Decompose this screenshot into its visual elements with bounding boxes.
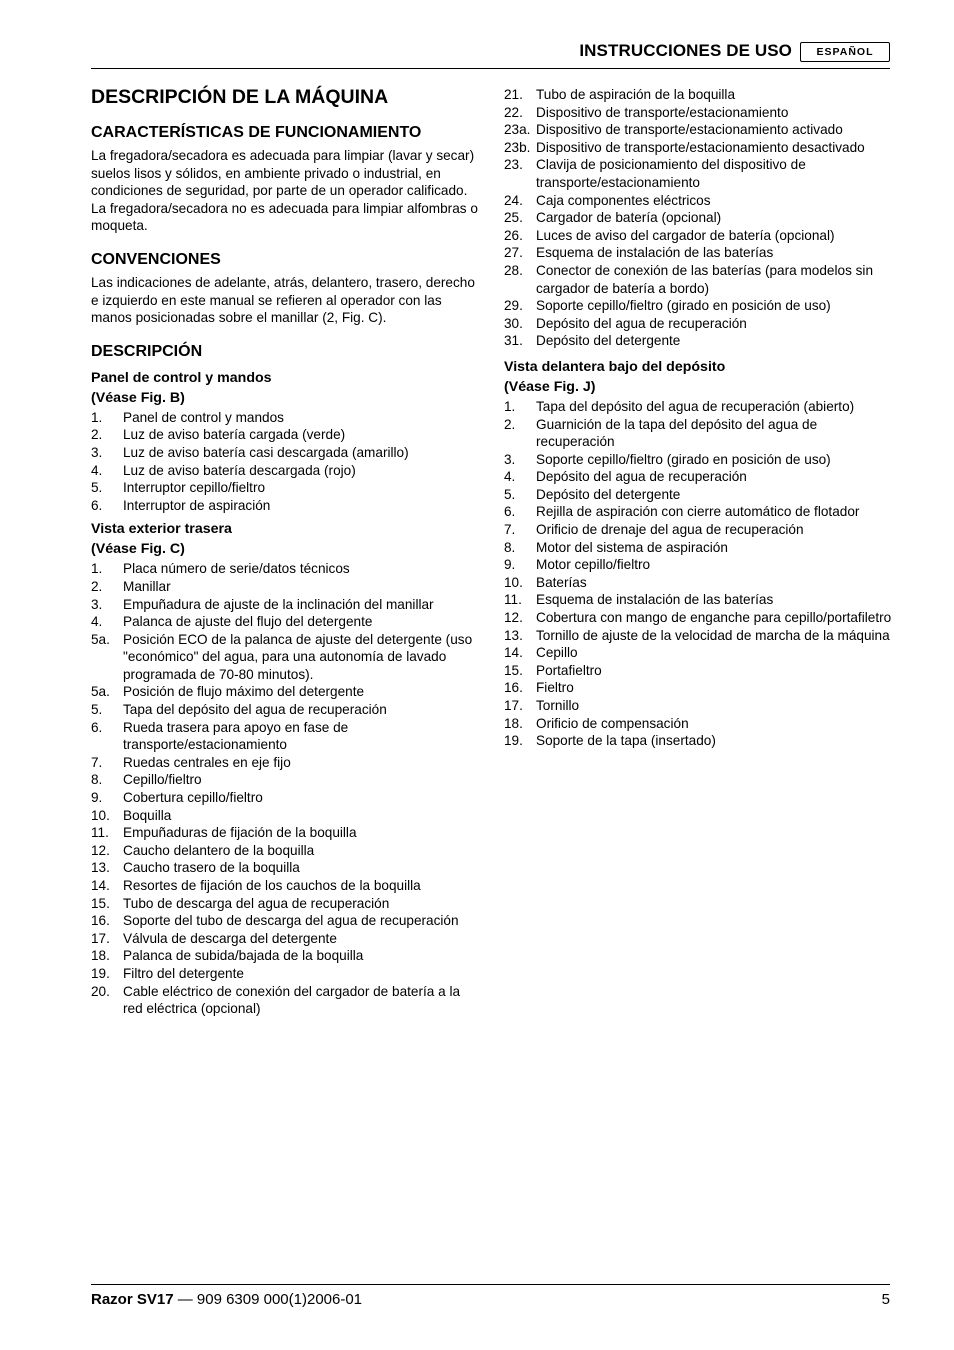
list-item [91, 824, 483, 842]
list-item-number: 23a. [504, 122, 531, 138]
list-item-text: Depósito del agua de recuperación [536, 469, 747, 485]
list-item [504, 416, 894, 451]
list-item [504, 732, 894, 750]
list-item-text: Orificio de compensación [536, 715, 689, 731]
list-item [504, 503, 894, 521]
list-item-number: 6. [91, 719, 103, 735]
list-item-text: Luces de aviso del cargador de batería (opcional) [536, 227, 835, 243]
list-item-text: Cargador de batería (opcional) [536, 210, 722, 226]
list-item-number: 17. [504, 698, 523, 713]
front-view-list [504, 398, 894, 750]
list-item-number: 12. [504, 610, 523, 626]
list-item-text: Cobertura con mango de enganche para cepillo/portafiletro [536, 610, 892, 626]
list-item [504, 398, 894, 416]
list-item [504, 262, 894, 297]
list-item [504, 662, 894, 680]
list-item-number: 2. [91, 427, 103, 443]
list-item-number: 16. [504, 680, 523, 696]
header-title: INSTRUCCIONES DE USO [579, 41, 792, 60]
list-item-text: Luz de aviso batería cargada (verde) [123, 427, 346, 443]
list-item-number: 30. [504, 315, 523, 331]
list-item-number: 8. [91, 772, 103, 788]
list-item-text: Ruedas centrales en eje fijo [123, 754, 291, 770]
list-item-text: Cepillo [536, 645, 578, 661]
list-item [91, 444, 483, 462]
list-item-text: Panel de control y mandos [123, 409, 284, 425]
list-item-text: Interruptor de aspiración [123, 497, 271, 513]
list-item [504, 244, 894, 262]
list-item-text: Empuñadura de ajuste de la inclinación del manillar [123, 596, 434, 612]
list-item-number: 7. [504, 522, 516, 538]
list-item [91, 497, 483, 515]
list-item-number: 22. [504, 104, 523, 120]
list-item-number: 31. [504, 333, 523, 349]
list-item [91, 596, 483, 614]
list-item-text: Caucho delantero de la boquilla [123, 842, 315, 858]
rear-view-list-continued [504, 86, 894, 350]
list-item-text: Luz de aviso batería descargada (rojo) [123, 462, 356, 478]
list-item-text: Posición de flujo máximo del detergente [123, 684, 365, 700]
list-item-text: Soporte cepillo/fieltro (girado en posición de uso) [536, 298, 831, 314]
list-item-number: 17. [91, 930, 110, 946]
description-section [91, 343, 483, 1018]
right-column [504, 86, 894, 756]
list-item-number: 8. [504, 539, 516, 555]
list-item-text: Cable eléctrico de conexión del cargador de batería a la red eléctrica (opcional) [123, 983, 461, 1017]
list-item-text: Tubo de descarga del agua de recuperación [123, 895, 390, 911]
list-item-number: 11. [91, 825, 109, 841]
list-item-text: Soporte del tubo de descarga del agua de recuperación [123, 913, 459, 929]
list-item-number: 2. [504, 416, 516, 432]
list-item-number: 5. [91, 480, 103, 496]
list-item-text: Interruptor cepillo/fieltro [123, 480, 266, 496]
list-item [504, 209, 894, 227]
list-item-number: 23b. [504, 139, 531, 155]
list-item [91, 683, 483, 701]
list-item-number: 6. [504, 504, 516, 520]
list-item [91, 965, 483, 983]
list-item-number: 19. [91, 965, 110, 981]
list-item [91, 701, 483, 719]
list-item-number: 15. [504, 662, 523, 678]
list-item [504, 139, 894, 157]
list-item [91, 842, 483, 860]
list-item [504, 156, 894, 191]
page-title: DESCRIPCIÓN DE LA MÁQUINA [91, 86, 389, 108]
list-item [504, 451, 894, 469]
rear-view-list [91, 560, 483, 1017]
list-item-number: 12. [91, 842, 110, 858]
list-item-number: 9. [91, 790, 103, 806]
list-item-text: Cepillo/fieltro [123, 772, 202, 788]
list-item [504, 591, 894, 609]
page-footer [91, 1284, 890, 1308]
list-item-number: 13. [91, 860, 110, 876]
list-item-text: Luz de aviso batería casi descargada (amarillo) [123, 444, 409, 460]
list-item [504, 192, 894, 210]
list-item-number: 4. [91, 462, 103, 478]
list-item-text: Esquema de instalación de las baterías [536, 245, 774, 261]
list-item [91, 877, 483, 895]
list-item-text: Tornillo de ajuste de la velocidad de marcha de la máquina [536, 627, 890, 643]
list-item-number: 29. [504, 298, 523, 314]
list-item [91, 409, 483, 427]
list-item [91, 895, 483, 913]
list-item-number: 20. [91, 983, 110, 999]
list-item [91, 479, 483, 497]
list-item [504, 486, 894, 504]
list-item [91, 578, 483, 596]
list-item [504, 297, 894, 315]
list-item [504, 556, 894, 574]
list-item-number: 11. [504, 592, 522, 608]
list-item [91, 613, 483, 631]
list-item [91, 462, 483, 480]
list-item [504, 86, 894, 104]
rear-view-figure-ref: (Véase Fig. C) [91, 541, 185, 558]
list-item-text: Palanca de ajuste del flujo del detergente [123, 614, 373, 630]
list-item-number: 14. [91, 878, 110, 893]
list-item-number: 9. [504, 557, 516, 573]
list-item-number: 23. [504, 157, 523, 173]
list-item [504, 644, 894, 662]
list-item-number: 1. [91, 409, 103, 425]
list-item [504, 121, 894, 139]
list-item [91, 947, 483, 965]
list-item-number: 13. [504, 627, 523, 643]
control-panel-figure-ref: (Véase Fig. B) [91, 389, 185, 406]
front-view-subsection [504, 358, 894, 750]
list-item [91, 771, 483, 789]
list-item-number: 14. [504, 645, 523, 661]
list-item [504, 332, 894, 350]
list-item [504, 679, 894, 697]
list-item-number: 24. [504, 192, 523, 208]
list-item-text: Caucho trasero de la boquilla [123, 860, 300, 876]
language-badge: ESPAÑOL [800, 42, 890, 62]
list-item-text: Esquema de instalación de las baterías [536, 592, 774, 608]
list-item [91, 807, 483, 825]
list-item-number: 1. [91, 561, 103, 577]
list-item-number: 1. [504, 398, 516, 414]
list-item [504, 104, 894, 122]
list-item-text: Rejilla de aspiración con cierre automático de flotador [536, 504, 860, 520]
list-item-text: Dispositivo de transporte/estacionamiento desactivado [536, 139, 865, 155]
list-item [504, 315, 894, 333]
list-item [91, 789, 483, 807]
list-item-number: 6. [91, 497, 103, 513]
list-item-text: Filtro del detergente [123, 965, 244, 981]
list-item-text: Guarnición de la tapa del depósito del agua de recuperación [536, 416, 818, 450]
features-paragraph-1: La fregadora/secadora es adecuada para limpiar (lavar y secar) suelos lisos y sólidos, en ambiente privado o industrial, en condiciones de seguridad, por parte de un operador calificado. [91, 148, 475, 199]
list-item [504, 227, 894, 245]
list-item-text: Baterías [536, 574, 587, 590]
list-item [504, 574, 894, 592]
list-item-number: 3. [504, 451, 516, 467]
list-item-text: Tornillo [536, 698, 580, 713]
footer-doc-number: — 909 6309 000(1)2006-01 [173, 1291, 363, 1308]
list-item-text: Motor cepillo/fieltro [536, 557, 651, 573]
list-item-number: 3. [91, 444, 103, 460]
list-item-text: Fieltro [536, 680, 574, 696]
control-panel-list [91, 409, 483, 515]
front-view-figure-ref: (Véase Fig. J) [504, 378, 596, 395]
list-item-text: Posición ECO de la palanca de ajuste del detergente (uso "económico" del agua, para una autonomía de lavado programada de 70-80 minutos). [123, 631, 473, 682]
list-item-text: Tubo de aspiración de la boquilla [536, 87, 736, 102]
list-item-text: Conector de conexión de las baterías (para modelos sin cargador de batería a bordo) [536, 262, 874, 296]
list-item-number: 5a. [91, 684, 110, 700]
list-item-text: Cobertura cepillo/fieltro [123, 790, 263, 806]
list-item [504, 468, 894, 486]
list-item-number: 10. [504, 574, 523, 590]
list-item-number: 16. [91, 913, 110, 929]
list-item [91, 912, 483, 930]
list-item-number: 18. [91, 948, 110, 964]
page-header [91, 38, 890, 69]
list-item [91, 631, 483, 684]
list-item [504, 609, 894, 627]
list-item-number: 5. [504, 486, 516, 502]
list-item [91, 983, 483, 1018]
list-item-text: Tapa del depósito del agua de recuperación (abierto) [536, 398, 855, 414]
list-item [504, 715, 894, 733]
conventions-paragraph: Las indicaciones de adelante, atrás, delantero, trasero, derecho e izquierdo en este manual se refieren al operador con las manos posicionadas sobre el manillar (2, Fig. C). [91, 274, 475, 326]
list-item-text: Portafieltro [536, 662, 602, 678]
list-item-text: Caja componentes eléctricos [536, 192, 711, 208]
list-item-text: Válvula de descarga del detergente [123, 930, 337, 946]
list-item [504, 521, 894, 539]
list-item-number: 21. [504, 87, 523, 102]
rear-view-subsection [91, 520, 483, 1017]
footer-model: Razor SV17 [91, 1291, 174, 1308]
list-item [91, 930, 483, 948]
list-item-number: 25. [504, 210, 523, 226]
list-item-number: 5a. [91, 631, 110, 647]
list-item-text: Resortes de fijación de los cauchos de la boquilla [123, 878, 421, 893]
list-item-text: Rueda trasera para apoyo en fase de transporte/estacionamiento [123, 719, 349, 753]
conventions-section [91, 251, 483, 327]
list-item-text: Tapa del depósito del agua de recuperación [123, 702, 387, 718]
list-item-text: Dispositivo de transporte/estacionamiento activado [536, 122, 843, 138]
list-item-text: Clavija de posicionamiento del dispositivo de transporte/estacionamiento [536, 157, 806, 190]
list-item-number: 28. [504, 262, 523, 278]
list-item-text: Depósito del detergente [536, 333, 681, 349]
list-item-number: 26. [504, 227, 523, 243]
features-heading: CARACTERÍSTICAS DE FUNCIONAMIENTO [91, 124, 422, 141]
list-item-text: Dispositivo de transporte/estacionamiento [536, 104, 789, 120]
list-item-number: 7. [91, 754, 103, 770]
list-item-number: 2. [91, 578, 103, 594]
list-item-number: 10. [91, 807, 110, 823]
list-item-number: 19. [504, 733, 523, 749]
list-item-number: 3. [91, 596, 103, 612]
list-item [91, 560, 483, 578]
list-item [91, 754, 483, 772]
list-item [91, 859, 483, 877]
list-item-text: Depósito del detergente [536, 486, 681, 502]
list-item [504, 539, 894, 557]
left-column [91, 86, 483, 1024]
list-item-text: Placa número de serie/datos técnicos [123, 561, 350, 577]
list-item [504, 627, 894, 645]
features-paragraph-2: La fregadora/secadora no es adecuada para limpiar alfombras o moqueta. [91, 200, 478, 234]
list-item-text: Motor del sistema de aspiración [536, 539, 728, 555]
list-item-number: 15. [91, 895, 110, 911]
list-item-number: 4. [91, 614, 103, 630]
list-item-text: Boquilla [123, 807, 172, 823]
list-item [91, 426, 483, 444]
control-panel-subsection [91, 369, 483, 515]
front-view-title: Vista delantera bajo del depósito [504, 358, 726, 375]
list-item-text: Manillar [123, 578, 171, 594]
control-panel-title: Panel de control y mandos [91, 369, 272, 386]
list-item [91, 719, 483, 754]
list-item [504, 697, 894, 715]
list-item-number: 5. [91, 702, 103, 718]
conventions-heading: CONVENCIONES [91, 250, 221, 268]
list-item-text: Empuñaduras de fijación de la boquilla [123, 825, 357, 841]
list-item-number: 18. [504, 715, 523, 731]
list-item-text: Soporte de la tapa (insertado) [536, 733, 716, 749]
list-item-text: Palanca de subida/bajada de la boquilla [123, 948, 364, 964]
list-item-text: Depósito del agua de recuperación [536, 315, 747, 331]
features-section [91, 124, 483, 235]
list-item-text: Orificio de drenaje del agua de recuperación [536, 522, 804, 538]
list-item-text: Soporte cepillo/fieltro (girado en posición de uso) [536, 451, 831, 467]
rear-view-title: Vista exterior trasera [91, 521, 232, 538]
list-item-number: 4. [504, 469, 516, 485]
description-heading: DESCRIPCIÓN [91, 342, 203, 360]
list-item-number: 27. [504, 245, 523, 261]
page-number: 5 [881, 1291, 890, 1308]
